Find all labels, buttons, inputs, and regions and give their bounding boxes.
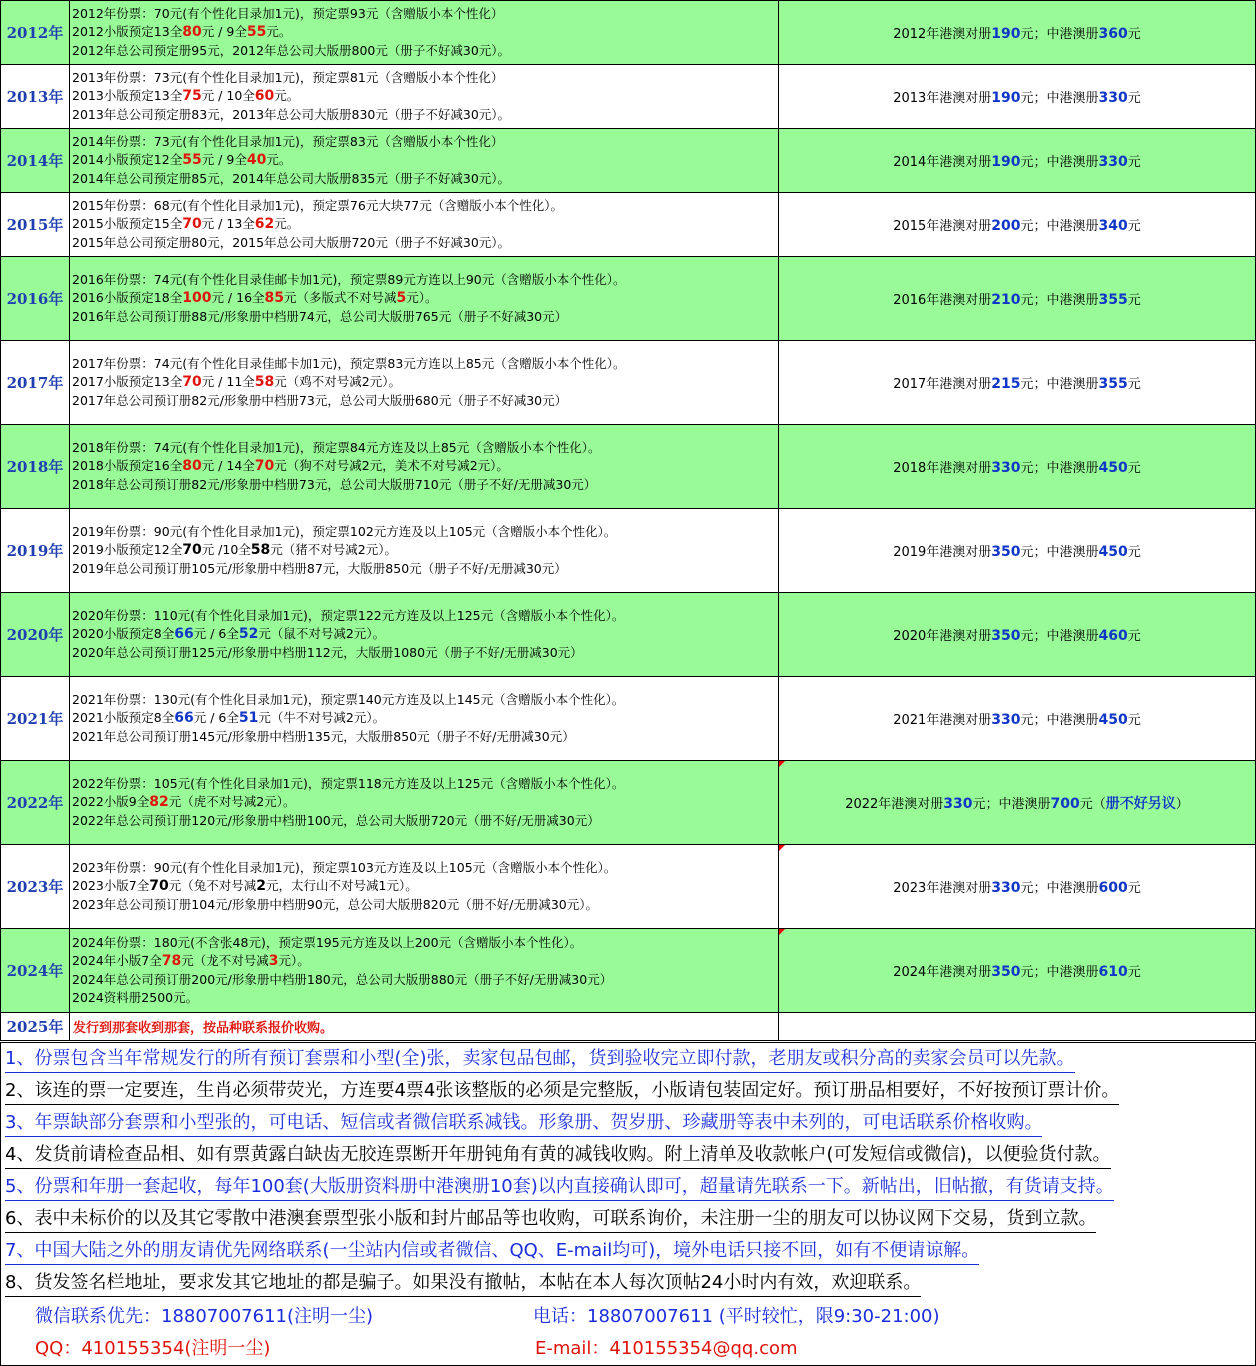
description-line (72, 23, 778, 42)
price-text: 元 (1127, 545, 1141, 560)
price-text: 元（ (1079, 796, 1106, 812)
price-value: 100 (182, 290, 212, 307)
price-value: 80 (182, 24, 202, 41)
description-text: 2012年份票：70元(有个性化目录加1元)，预定票93元（含赠版小本个性化） (72, 5, 504, 21)
description-line (72, 989, 778, 1008)
price-text: 2017年港澳对册 (893, 377, 992, 392)
description-text: 元。 (266, 152, 292, 168)
description-text: 元（龙不对号减 (181, 953, 269, 968)
hk-macau-price-cell (779, 1, 1256, 65)
description-text: 2021年份票：130元(有个性化目录加1元)，预定票140元方连及以上145元（含赠版小本个性化）。 (72, 691, 625, 707)
description-text: 2016小版预定18全 (72, 290, 183, 306)
price-text: 2020年港澳对册 (893, 629, 992, 644)
description-text: 元 / 13全 (201, 216, 255, 232)
description-line (72, 5, 778, 24)
year-cell: 2013年 (1, 65, 70, 129)
year-row (1, 845, 1256, 929)
price-value: 70 (182, 542, 202, 559)
price-text: 元 (1127, 713, 1141, 728)
description-text: 元 / 10全 (201, 88, 255, 104)
price-value: 200 (991, 218, 1021, 234)
comment-marker-icon (779, 929, 785, 935)
note-5: 5、份票和年册一套起收，每年100套(大版册资料册中港澳册10套)以内直接确认即可，超量请先联系一下。新帖出，旧帖撤，有货请支持。 (5, 1175, 1114, 1201)
notes-panel (0, 1042, 1256, 1366)
price-value: 册不好另议 (1105, 795, 1176, 812)
price-value: 66 (174, 626, 194, 643)
comment-marker-icon (779, 845, 785, 851)
description-line (72, 170, 778, 189)
description-line (72, 625, 778, 644)
description-cell (70, 845, 779, 929)
description-cell (70, 929, 779, 1013)
hk-macau-price-cell (779, 761, 1256, 845)
price-value: 52 (238, 626, 259, 643)
price-value: 215 (991, 376, 1021, 392)
price-value: 330 (991, 460, 1021, 476)
description-line (72, 728, 778, 747)
year-row (1, 761, 1256, 845)
price-text: 元；中港澳册 (1020, 27, 1099, 42)
description-cell (70, 425, 779, 509)
description-cell (70, 677, 779, 761)
description-text: 元。 (274, 216, 300, 232)
price-text: 元；中港澳册 (1020, 881, 1099, 896)
price-text: 元；中港澳册 (1020, 91, 1099, 106)
description-text: 2022小版9全 (72, 794, 150, 810)
description-text: 2014年份票：73元(有个性化目录加1元)，预定票83元（含赠版小本个性化） (72, 133, 504, 149)
description-text: 2016年总公司预订册88元/形象册中档册74元，总公司大版册765元（册子不好减30元） (72, 308, 568, 324)
description-text: 元（鸡不对号减2元）。 (274, 374, 401, 390)
year-row (1, 257, 1256, 341)
price-value: 330 (1098, 90, 1128, 106)
description-text: 元（虎不对号减2元）。 (168, 794, 296, 810)
price-text: 元；中港澳册 (1020, 713, 1099, 728)
price-value: 66 (174, 710, 194, 727)
description-line (72, 392, 778, 411)
description-text: 2023小版7全 (72, 878, 150, 894)
price-text: 2021年港澳对册 (893, 713, 992, 728)
price-text: 2019年港澳对册 (893, 545, 992, 560)
year-row (1, 193, 1256, 257)
description-line (72, 87, 778, 106)
price-text: 2022年港澳对册 (845, 796, 944, 812)
description-text: 2019年总公司预订册105元/形象册中档册87元，大版册850元（册子不好/无册减30元） (72, 560, 567, 576)
price-text: 2024年港澳对册 (893, 965, 992, 980)
description-text: 元。 (266, 24, 292, 40)
description-text: 元 / 14全 (201, 458, 255, 474)
price-value: 70 (182, 374, 202, 391)
description-line (72, 952, 778, 971)
note-1: 1、份票包含当年常规发行的所有预订套票和小型(全)张，卖家包品包邮，货到验收完立即付款，老朋友或积分高的卖家会员可以先款。 (5, 1047, 1075, 1073)
description-text: 2024年份票：180元(不含张48元)，预定票195元方连及以上200元（含赠版小本个性化）。 (72, 934, 583, 950)
price-value: 5 (396, 290, 407, 307)
price-value: 85 (264, 290, 285, 307)
year-row (1, 1, 1256, 65)
description-text: 元（猪不对号减2元）。 (270, 542, 397, 558)
price-value: 350 (991, 544, 1021, 560)
description-line (72, 197, 778, 216)
description-text: 2015小版预定15全 (72, 216, 183, 232)
description-text: 元 / 9全 (201, 24, 247, 40)
description-cell (70, 193, 779, 257)
year-row (1, 677, 1256, 761)
hk-macau-price-cell (779, 425, 1256, 509)
description-text: 元）。 (406, 290, 438, 306)
year-row (1, 129, 1256, 193)
year-cell: 2022年 (1, 761, 70, 845)
description-text: 2018年总公司预订册82元/形象册中档册73元，总公司大版册710元（册子不好/无册减30元） (72, 476, 597, 492)
phone-contact: 电话：18807007611 (平时较忙，限9:30-21:00) (533, 1306, 940, 1327)
description-line (72, 560, 778, 579)
year-cell: 2023年 (1, 845, 70, 929)
price-text: 元；中港澳册 (1020, 155, 1099, 170)
hk-macau-price-cell (779, 129, 1256, 193)
year-cell: 2015年 (1, 193, 70, 257)
year-row (1, 65, 1256, 129)
price-value: 460 (1098, 628, 1128, 644)
description-text: 元 / 16全 (211, 290, 265, 306)
description-text: 2017年总公司预订册82元/形象册中档册73元，总公司大版册680元（册子不好减30元） (72, 392, 568, 408)
description-text: 元 /10全 (201, 542, 251, 558)
price-text: 2014年港澳对册 (893, 155, 992, 170)
description-line (72, 69, 778, 88)
description-text: 2018小版预定16全 (72, 458, 183, 474)
year-cell-2025: 2025年 (1, 1013, 70, 1041)
price-value: 70 (149, 878, 169, 895)
description-text: 2014年总公司预定册85元，2014年总公司大版册835元（册子不好减30元）。 (72, 170, 511, 186)
price-value: 190 (991, 90, 1021, 106)
description-text: 2019年份票：90元(有个性化目录加1元)，预定票102元方连及以上105元（含赠版小本个性化）。 (72, 523, 617, 539)
year-cell: 2014年 (1, 129, 70, 193)
year-row (1, 509, 1256, 593)
year-cell: 2012年 (1, 1, 70, 65)
description-text: 2016年份票：74元(有个性化目录佳邮卡加1元)，预定票89元方连以上90元（含赠版小本个性化）。 (72, 271, 626, 287)
description-text: 2014小版预定12全 (72, 152, 183, 168)
note-7: 7、中国大陆之外的朋友请优先网络联系(一尘站内信或者微信、QQ、E-mail均可)，境外电话只接不回，如有不便请谅解。 (5, 1239, 979, 1265)
price-text: 元；中港澳册 (1020, 377, 1099, 392)
description-text: 2023年份票：90元(有个性化目录加1元)，预定票103元方连及以上105元（含赠版小本个性化）。 (72, 859, 617, 875)
price-value: 450 (1098, 712, 1128, 728)
description-text: 元（牛不对号减2元）。 (258, 710, 386, 726)
price-value: 350 (991, 628, 1021, 644)
description-line (72, 934, 778, 953)
description-line (72, 457, 778, 476)
price-value: 3 (268, 953, 279, 969)
price-text: 元；中港澳册 (972, 796, 1051, 812)
description-text: 2017小版预定13全 (72, 374, 183, 390)
description-line (72, 234, 778, 253)
hk-macau-price-cell (779, 65, 1256, 129)
price-text: 元；中港澳册 (1020, 545, 1099, 560)
price-value: 360 (1098, 26, 1128, 42)
note-8: 8、货发签名栏地址，要求发其它地址的都是骗子。如果没有撤帖，本帖在本人每次顶帖24小时内有效，欢迎联系。 (5, 1271, 921, 1297)
row-2025 (1, 1013, 1256, 1041)
year-cell: 2020年 (1, 593, 70, 677)
description-line (72, 971, 778, 990)
description-text: 2013年份票：73元(有个性化目录加1元)，预定票81元（含赠版小本个性化） (72, 69, 504, 85)
price-value: 330 (1098, 154, 1128, 170)
email-contact: E-mail：410155354@qq.com (535, 1338, 798, 1359)
description-line (72, 308, 778, 327)
price-value: 355 (1098, 292, 1128, 308)
description-line (72, 541, 778, 560)
description-cell (70, 1, 779, 65)
description-cell (70, 65, 779, 129)
note-2: 2、该连的票一定要连，生肖必须带荧光，方连要4票4张该整版的必须是完整版，小版请包装固定好。预订册品相要好，不好按预订票计价。 (5, 1079, 1119, 1105)
price-text: 元；中港澳册 (1020, 629, 1099, 644)
price-text: 元 (1127, 155, 1141, 170)
description-line (72, 709, 778, 728)
price-text: 2015年港澳对册 (893, 219, 992, 234)
price-value: 62 (254, 216, 275, 233)
price-value: 51 (238, 710, 259, 727)
price-value: 58 (250, 542, 271, 559)
hk-macau-price-cell (779, 341, 1256, 425)
description-text: 2022年总公司预订册120元/形象册中档册100元，总公司大版册720元（册不好/无册减30元） (72, 812, 600, 828)
year-row (1, 425, 1256, 509)
qq-contact: QQ：410155354(注明一尘) (35, 1338, 271, 1359)
description-line (72, 476, 778, 495)
hk-macau-price-cell (779, 677, 1256, 761)
price-value: 700 (1050, 795, 1080, 812)
description-line (72, 215, 778, 234)
description-text: 元（兔不对号减 (168, 878, 257, 894)
price-text: 元 (1127, 91, 1141, 106)
price-value: 80 (182, 458, 202, 475)
price-text: 元 (1127, 629, 1141, 644)
price-text: 元；中港澳册 (1020, 219, 1099, 234)
description-text: 2018年份票：74元(有个性化目录加1元)，预定票84元方连及以上85元（含赠版小本个性化）。 (72, 439, 601, 455)
price-value: 450 (1098, 544, 1128, 560)
price-value: 70 (254, 458, 275, 475)
year-row (1, 593, 1256, 677)
price-text: 元 (1127, 293, 1141, 308)
hk-macau-price-cell (779, 257, 1256, 341)
hk-macau-price-cell (779, 593, 1256, 677)
description-line (72, 289, 778, 308)
description-text: 元（鼠不对号减2元）。 (258, 626, 386, 642)
description-line (72, 607, 778, 626)
description-text: 2020年份票：110元(有个性化目录加1元)，预定票122元方连及以上125元（含赠版小本个性化）。 (72, 607, 625, 623)
note-3: 3、年票缺部分套票和小型张的，可电话、短信或者微信联系减钱。形象册、贺岁册、珍藏册等表中未列的，可电话联系价格收购。 (5, 1111, 1042, 1137)
price-text: 元；中港澳册 (1020, 461, 1099, 476)
description-cell (70, 341, 779, 425)
price-value: 55 (246, 24, 267, 41)
note-4: 4、发货前请检查品相、如有票黄露白缺齿无胶连票断开年册钝角有黄的减钱收购。附上清单及收款帐户(可发短信或微信)，以便验货付款。 (5, 1143, 1111, 1169)
description-text: 2021小版预定8全 (72, 710, 175, 726)
description-line (72, 896, 778, 915)
price-value: 82 (149, 794, 169, 811)
description-text: 元 / 6全 (193, 710, 239, 726)
hk-macau-price-cell (779, 845, 1256, 929)
description-line (72, 775, 778, 794)
description-text: 2012年总公司预定册95元，2012年总公司大版册800元（册子不好减30元）。 (72, 42, 511, 58)
description-line (72, 373, 778, 392)
price-value: 55 (182, 152, 202, 169)
description-cell (70, 593, 779, 677)
description-text: 元 / 11全 (201, 374, 255, 390)
price-text: 元 (1127, 881, 1141, 896)
description-text: 元，太行山不对号减1元）。 (266, 878, 418, 894)
description-text: 元。 (274, 88, 300, 104)
description-line (72, 42, 778, 61)
description-text: 元（狗不对号减2元，美术不对号减2元）。 (274, 458, 509, 474)
description-text: 2015年份票：68元(有个性化目录加1元)，预定票76元大块77元（含赠版小本个性化）。 (72, 197, 563, 213)
price-value: 340 (1098, 218, 1128, 234)
price-value: 210 (991, 292, 1021, 308)
hk-macau-price-cell (779, 929, 1256, 1013)
description-cell (70, 257, 779, 341)
price-value: 450 (1098, 460, 1128, 476)
price-text: ） (1175, 796, 1189, 812)
price-value: 610 (1098, 964, 1128, 980)
description-line (72, 793, 778, 812)
price-table-body (1, 1, 1256, 1013)
price-value: 2 (256, 878, 267, 895)
description-cell (70, 129, 779, 193)
description-text: 2013小版预定13全 (72, 88, 183, 104)
description-text: 元 / 9全 (201, 152, 247, 168)
price-value: 58 (254, 374, 275, 391)
price-value: 75 (182, 88, 202, 105)
year-cell: 2024年 (1, 929, 70, 1013)
description-text: 2024资料册2500元。 (72, 990, 199, 1005)
price-value: 190 (991, 154, 1021, 170)
price-text: 元 (1127, 965, 1141, 980)
price-value: 70 (182, 216, 202, 233)
description-line (72, 812, 778, 831)
description-line (72, 523, 778, 542)
price-text: 2023年港澳对册 (893, 881, 992, 896)
price-text: 2012年港澳对册 (893, 27, 992, 42)
year-cell: 2018年 (1, 425, 70, 509)
description-text: 元）。 (278, 953, 310, 968)
description-text: 元（多版式不对号减 (284, 290, 397, 306)
price-text: 2018年港澳对册 (893, 461, 992, 476)
note-6: 6、表中未标价的以及其它零散中港澳套票型张小版和封片邮品等也收购，可联系询价，未注册一尘的朋友可以协议网下交易，货到立款。 (5, 1207, 1096, 1233)
price-text: 2013年港澳对册 (893, 91, 992, 106)
empty-cell-2025 (779, 1013, 1256, 1041)
price-text: 元；中港澳册 (1020, 965, 1099, 980)
description-line (72, 439, 778, 458)
price-text: 元 (1127, 461, 1141, 476)
description-line (72, 151, 778, 170)
price-value: 78 (161, 953, 182, 969)
price-value: 60 (254, 88, 275, 105)
price-value: 330 (943, 795, 973, 812)
description-text: 2017年份票：74元(有个性化目录佳邮卡加1元)，预定票83元方连以上85元（含赠版小本个性化）。 (72, 355, 626, 371)
price-value: 190 (991, 26, 1021, 42)
description-line (72, 355, 778, 374)
year-cell: 2019年 (1, 509, 70, 593)
description-line (72, 271, 778, 290)
wechat-contact: 微信联系优先：18807007611(注明一尘) (35, 1306, 374, 1327)
price-value: 330 (991, 880, 1021, 896)
description-text: 2024年小版7全 (72, 953, 162, 968)
price-value: 355 (1098, 376, 1128, 392)
price-value: 600 (1098, 880, 1128, 896)
description-line (72, 644, 778, 663)
note-2025: 发行到那套收到那套，按品种联系报价收购。 (70, 1013, 779, 1041)
year-row (1, 341, 1256, 425)
price-text: 元；中港澳册 (1020, 293, 1099, 308)
description-text: 2023年总公司预订册104元/形象册中档册90元，总公司大版册820元（册不好/无册减30元）。 (72, 896, 599, 912)
price-value: 350 (991, 964, 1021, 980)
price-text: 元 (1127, 27, 1141, 42)
description-text: 2012小版预定13全 (72, 24, 183, 40)
year-row (1, 929, 1256, 1013)
description-line (72, 859, 778, 878)
year-cell: 2016年 (1, 257, 70, 341)
description-text: 2019小版预定12全 (72, 542, 183, 558)
description-text: 2015年总公司预定册80元，2015年总公司大版册720元（册子不好减30元）。 (72, 234, 511, 250)
description-line (72, 691, 778, 710)
description-line (72, 877, 778, 896)
description-text: 2020年总公司预订册125元/形象册中档册112元，大版册1080元（册子不好/无册减30元） (72, 644, 583, 660)
price-text: 元 (1127, 219, 1141, 234)
description-text: 2024年总公司预订册200元/形象册中档册180元，总公司大版册880元（册子不好/无册减30元） (72, 971, 613, 987)
description-cell (70, 509, 779, 593)
description-cell (70, 761, 779, 845)
description-text: 2021年总公司预订册145元/形象册中档册135元，大版册850元（册子不好/无册减30元） (72, 728, 575, 744)
description-text: 2022年份票：105元(有个性化目录加1元)，预定票118元方连及以上125元（含赠版小本个性化）。 (72, 775, 625, 791)
year-cell: 2021年 (1, 677, 70, 761)
hk-macau-price-cell (779, 193, 1256, 257)
description-line (72, 133, 778, 152)
price-value: 40 (246, 152, 267, 169)
description-text: 2020小版预定8全 (72, 626, 175, 642)
price-text: 2016年港澳对册 (893, 293, 992, 308)
description-line (72, 106, 778, 125)
year-cell: 2017年 (1, 341, 70, 425)
comment-marker-icon (779, 761, 785, 767)
hk-macau-price-cell (779, 509, 1256, 593)
price-value: 330 (991, 712, 1021, 728)
description-text: 元 / 6全 (193, 626, 239, 642)
description-text: 2013年总公司预定册83元，2013年总公司大版册830元（册子不好减30元）。 (72, 106, 511, 122)
price-text: 元 (1127, 377, 1141, 392)
